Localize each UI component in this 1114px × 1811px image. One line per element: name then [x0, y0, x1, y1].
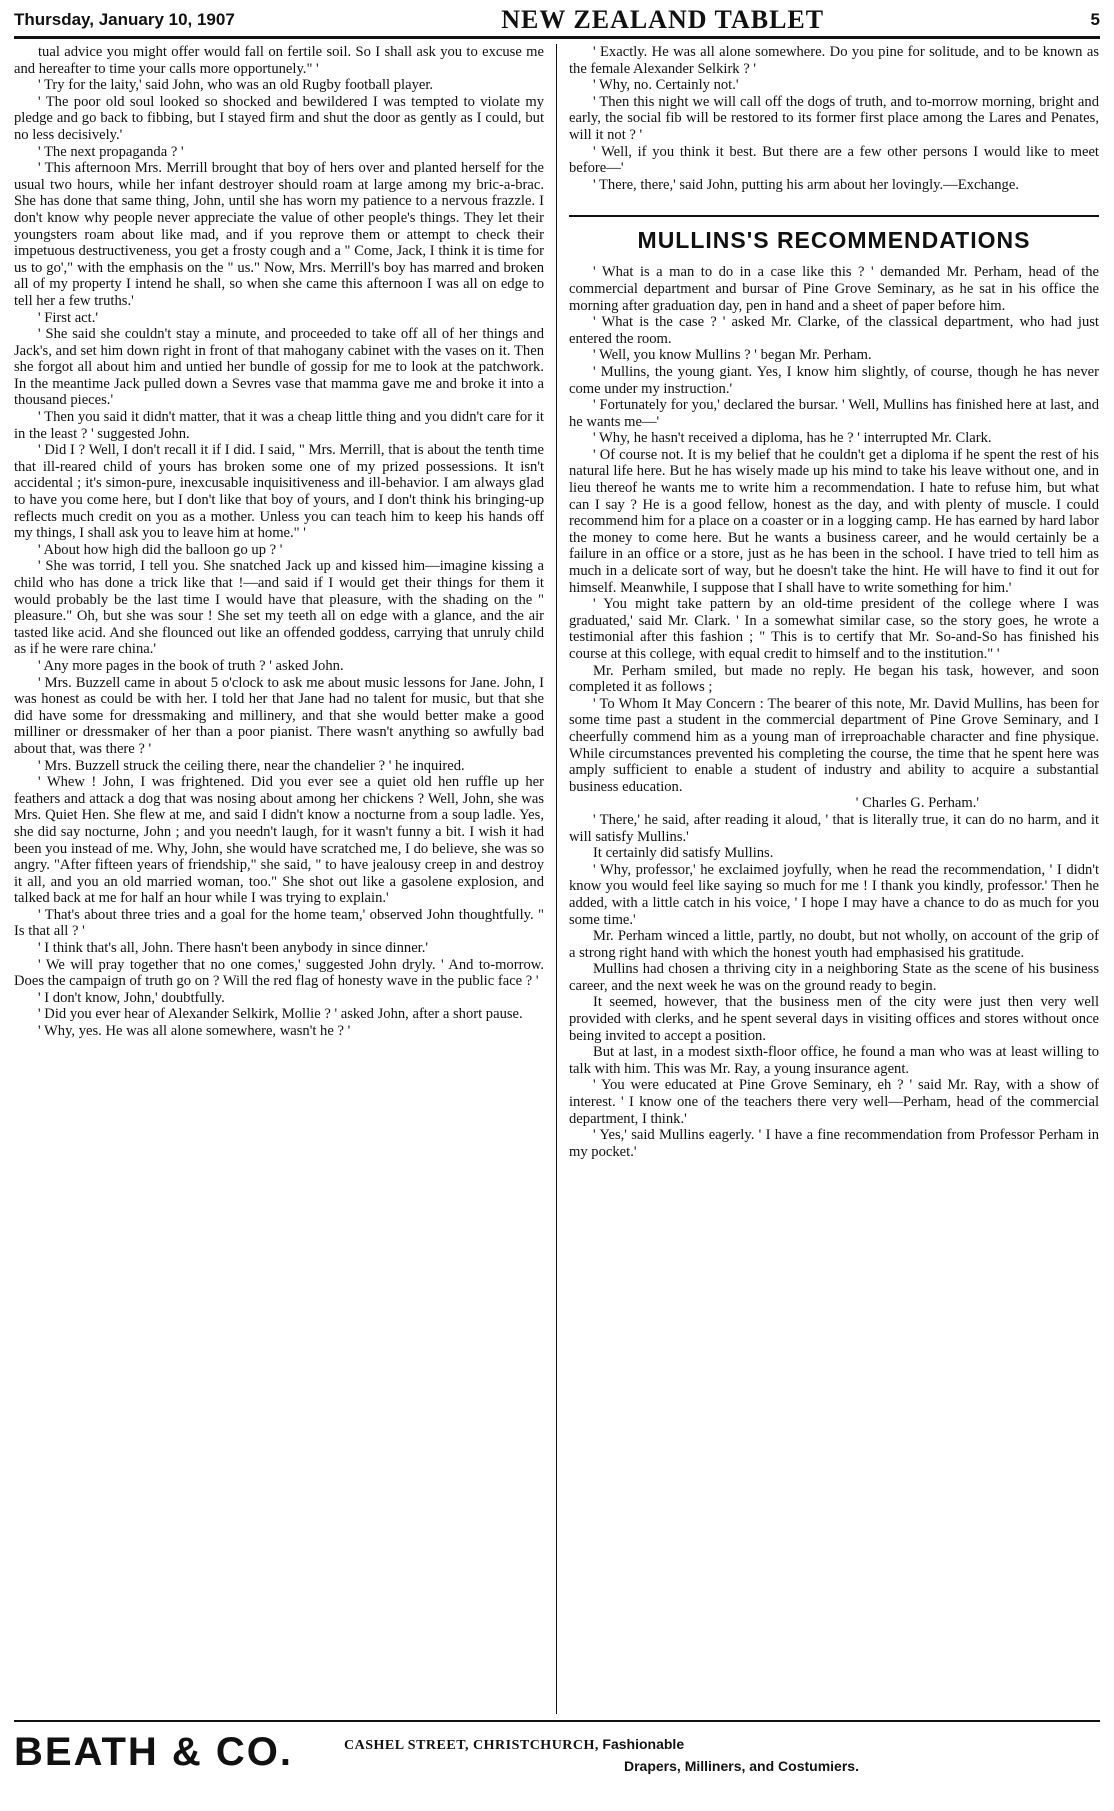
paragraph: ' Exactly. He was all alone somewhere. Do you pine for solitude, and to be known as the female Alexander Selkirk ? '	[569, 44, 1099, 77]
right-column	[557, 44, 1099, 1714]
paragraph: ' There,' he said, after reading it aloud, ' that is literally true, it can do no harm, and it will satisfy Mullins.'	[569, 811, 1099, 845]
paragraph: ' Why, yes. He was all alone somewhere, wasn't he ? '	[38, 1023, 351, 1040]
paragraph: Mr. Perham winced a little, partly, no doubt, but not wholly, on account of the grip of a strong right hand with which the honest youth had emphasised his gratitude.	[569, 928, 1099, 961]
section-title: MULLINS'S RECOMMENDATIONS	[569, 215, 1099, 254]
paragraph: ' Of course not. It is my belief that he couldn't get a diploma if he spent the rest of his natural life here. But he has wisely made up his mind to take his leave without one, and in lieu thereof he wants me to write him a recommendation. I hate to refuse him, but what can I say ? He is a good fellow, honest as the day, and with plenty of muscle. I could recommend him for a place on a coaster or in a logging camp. He has earned by hard labor the money to come here. But he wants a business career, and he would certainly be a failure in an office or a store, just as he has been in the school. I have tried to tell him as much in a delicate sort of way, but he doesn't take the hint. He will have to find it out for himself. Meanwhile, I suppose that I shall have to write something for him.'	[569, 446, 1099, 596]
paragraph: ' Try for the laity,' said John, who was an old Rugby football player.	[38, 77, 434, 94]
paragraph: ' Why, no. Certainly not.'	[593, 77, 739, 94]
paragraph: ' Why, professor,' he exclaimed joyfully, when he read the recommendation, ' I didn't know you would feel like saying so much for me ! I thank you kindly, professor.' Then he added, with a little catch in his voice, ' I hope I may have a chance to do as much for you some time.'	[569, 861, 1099, 928]
advertiser-trade-1: Fashionable	[602, 1736, 685, 1752]
article-columns	[14, 44, 1100, 1714]
paragraph: ' Yes,' said Mullins eagerly. ' I have a fine recommendation from Professor Perham in my pocket.'	[569, 1127, 1099, 1160]
paragraph: ' The poor old soul looked so shocked and bewildered I was tempted to violate my pledge and go back to fibbing, but I stayed firm and shut the door as gently as I could, but no less decisively.'	[14, 93, 544, 143]
paragraph: ' Mullins, the young giant. Yes, I know him slightly, of course, though he has never come under my instruction.'	[569, 363, 1099, 397]
story-ending	[569, 44, 1099, 193]
paragraph: ' The next propaganda ? '	[38, 143, 184, 160]
paragraph: ' What is a man to do in a case like this ? ' demanded Mr. Perham, head of the commercial department and bursar of Pine Grove Seminary, as he sat in his office the morning after graduation day, pen in hand and a sheet of paper before him.	[569, 264, 1099, 314]
paragraph: ' We will pray together that no one comes,' suggested John dryly. ' And to-morrow. Does the campaign of truth go on ? Will the red flag of honesty wave in the public face ? '	[14, 956, 544, 990]
paragraph: tual advice you might offer would fall on fertile soil. So I shall ask you to excuse me and hereafter to time your calls more opportunely." '	[14, 44, 544, 77]
paragraph: It certainly did satisfy Mullins.	[593, 845, 774, 862]
advertiser-details	[344, 1734, 859, 1778]
paragraph: It seemed, however, that the business men of the city were just then very well provided with clerks, and he spent several days in visiting offices and stores without once being invited to accept a position.	[569, 994, 1099, 1044]
paragraph: ' Well, you know Mullins ? ' began Mr. Perham.	[593, 347, 872, 364]
paragraph: ' Why, he hasn't received a diploma, has he ? ' interrupted Mr. Clark.	[593, 430, 992, 447]
mullins-story-continued	[569, 812, 1099, 1160]
advertiser-address: CASHEL STREET, CHRISTCHURCH,	[344, 1738, 599, 1753]
paragraph: ' You might take pattern by an old-time president of the college where I was graduated,' said Mr. Clark. ' In a somewhat similar case, so the story goes, he wrote a testimonial after this fashion ; " This is to certify that Mr. So-and-So has finished his course at this college, with equal credit to himself and to the institution." '	[569, 596, 1099, 662]
paragraph: ' Did you ever hear of Alexander Selkirk, Mollie ? ' asked John, after a short pause.	[38, 1006, 523, 1023]
paragraph: ' Did I ? Well, I don't recall it if I did. I said, " Mrs. Merrill, that is about the tenth time that ill-reared child of yours has broken some one of my prized possessions. It isn't accidental ; it's simon-pure, inexcusable inquisitiveness and ill-behavior. I am always glad to have you come here, but I don't like that boy of yours, and I don't think his bringing-up reflects much credit on you as a mother. Unless you can teach him to keep his hands off my things, I shall ask you to leave him at home." '	[14, 442, 544, 542]
paragraph: Mr. Perham smiled, but made no reply. He began his task, however, and soon completed it as follows ;	[569, 662, 1099, 696]
page-number: 5	[1090, 10, 1100, 29]
advertisement-footer	[14, 1720, 1100, 1802]
testimonial-signature: ' Charles G. Perham.'	[855, 795, 979, 812]
paragraph: ' You were educated at Pine Grove Seminary, eh ? ' said Mr. Ray, with a show of interest. ' I know one of the teachers there very well—Perham, head of the commercial department, I think.'	[569, 1077, 1099, 1127]
masthead	[14, 4, 1100, 39]
paragraph: But at last, in a modest sixth-floor office, he found a man who was at least willing to talk with him. This was Mr. Ray, a young insurance agent.	[569, 1044, 1099, 1077]
paragraph: ' Then this night we will call off the dogs of truth, and to-morrow morning, bright and early, the social fib will be restored to its former first place among the Lares and Penates, will it not ? '	[569, 93, 1099, 143]
paragraph: ' First act.'	[38, 309, 98, 326]
paragraph: ' What is the case ? ' asked Mr. Clarke, of the classical department, who had just entered the room.	[569, 314, 1099, 347]
paragraph: ' This afternoon Mrs. Merrill brought that boy of hers over and planted herself for the usual two hours, while her infant destroyer should roam at large among my bric-a-brac. She has done that same thing, John, until she has worn my patience to a nervous frazzle. I don't know why people never appreciate the value of other people's things. They let their youngsters roam about like mad, and if you reprove them or attempt to check their impetuous destructiveness, you get a frosty cough and a " Come, Jack, I think it is time for us to go'," with the emphasis on the " us." Now, Mrs. Merrill's boy has marred and broken all of my property I intend he shall, so when she came this afternoon I was all on edge to tell her a few truths.'	[14, 160, 544, 309]
paragraph: ' There, there,' said John, putting his arm about her lovingly.—Exchange.	[593, 176, 1019, 193]
paragraph: Mullins had chosen a thriving city in a neighboring State as the scene of his business career, and the next week he was on the ground ready to begin.	[569, 961, 1099, 994]
paragraph: ' I don't know, John,' doubtfully.	[38, 989, 225, 1006]
paragraph: ' She was torrid, I tell you. She snatched Jack up and kissed him—imagine kissing a child who has done a trick like that !—and said if I would get their things for them it would probably be the last time I would have that pleasure, with the shading on the " pleasure." Oh, but she was sour ! She set my teeth all on edge with a glance, and the air tasted like acid. And she flounced out like an offended goddess, carrying that unruly child as if he were rare china.'	[14, 558, 544, 658]
left-column	[14, 44, 556, 1714]
paragraph: ' Whew ! John, I was frightened. Did you ever see a quiet old hen ruffle up her feathers and attack a dog that was nosing about among her chickens ? Well, John, she was Mrs. Quiet Hen. She flew at me, and said I didn't know a nocturne from a soup ladle. Yes, she did say nocturne, John ; and you needn't laugh, for it wasn't funny a bit. I wish it had been you instead of me. Why, John, she would have scratched me, I do believe, she was so angry. "After fifteen years of friendship," she said, " to have jealousy creep in and destroy it all, and you an old married woman, too." She shot out like a gasolene explosion, and talked back at me for half an hour while I was trying to explain.'	[14, 774, 544, 907]
paragraph: ' She said she couldn't stay a minute, and proceeded to take off all of her things and Jack's, and set him down right in front of that mahogany cabinet with the vases on it. Then she forgot all about him and untied her bundle of gossip for me to look at the patchwork. In the meantime Jack pulled down a Sevres vase that mamma gave me and broke it into a thousand pieces.'	[14, 326, 544, 409]
advertiser-trade-2: Drapers, Milliners, and Costumiers.	[624, 1758, 859, 1774]
mullins-story	[569, 264, 1099, 795]
newspaper-title: NEW ZEALAND TABLET	[501, 5, 825, 34]
paragraph: ' Then you said it didn't matter, that it was a cheap little thing and you didn't care for it in the least ? ' suggested John.	[14, 409, 544, 442]
paragraph: ' Any more pages in the book of truth ? ' asked John.	[38, 657, 344, 674]
paragraph: ' Well, if you think it best. But there are a few other persons I would like to meet before—'	[569, 143, 1099, 177]
paragraph: ' That's about three tries and a goal for the home team,' observed John thoughtfully. " Is that all ? '	[14, 906, 544, 940]
advertiser-name: BEATH & CO.	[14, 1730, 294, 1774]
issue-date: Thursday, January 10, 1907	[14, 10, 235, 29]
paragraph: ' About how high did the balloon go up ? '	[38, 541, 283, 558]
paragraph: ' Mrs. Buzzell struck the ceiling there, near the chandelier ? ' he inquired.	[38, 757, 465, 774]
paragraph: ' Mrs. Buzzell came in about 5 o'clock to ask me about music lessons for Jane. John, I was honest as could be with her. I told her that Jane had no talent for music, but that she did have some for dressmaking and millinery, and that she would better make a good milliner or dressmaker of her than a poor pianist. There wasn't anything so awfully bad about that, was there ? '	[14, 674, 544, 757]
paragraph: ' To Whom It May Concern : The bearer of this note, Mr. David Mullins, has been for some time past a student in the commercial department of Pine Grove Seminary, and I cheerfully commend him as a young man of irreproachable character and fine physique. While circumstances prevented his completing the course, the time that he spent here was amply sufficient to enable a student of industry and ability to acquire a substantial business education.	[569, 695, 1099, 795]
paragraph: ' Fortunately for you,' declared the bursar. ' Well, Mullins has finished here at last, and he wants me—'	[569, 397, 1099, 430]
paragraph: ' I think that's all, John. There hasn't been anybody in since dinner.'	[38, 940, 429, 957]
